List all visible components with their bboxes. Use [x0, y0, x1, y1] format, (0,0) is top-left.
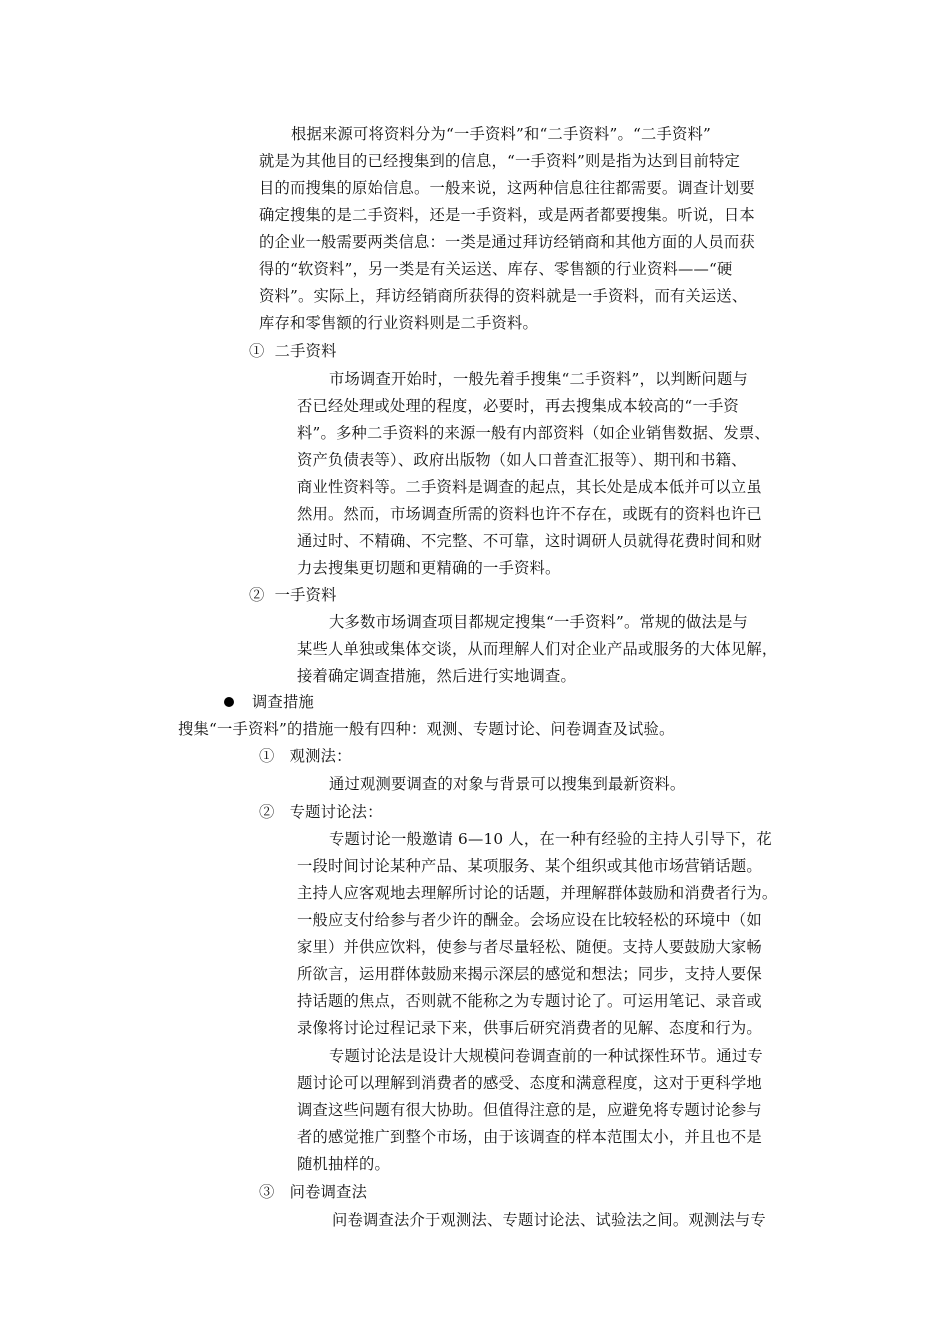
text-line: 一段时间讨论某种产品、某项服务、某个组织或其他市场营销话题。	[297, 857, 762, 875]
text-line: 市场调查开始时，一般先着手搜集“二手资料”，以判断问题与	[329, 370, 748, 388]
section-heading-firsthand: ② 一手资料	[249, 586, 337, 604]
text-line: 随机抽样的。	[297, 1155, 390, 1173]
method-heading-observation: ① 观测法：	[259, 747, 352, 765]
text-line: 家里）并供应饮料，使参与者尽量轻松、随便。支持人要鼓励大家畅	[297, 938, 762, 956]
text-line: 所欲言，运用群体鼓励来揭示深层的感觉和想法；同步，支持人要保	[297, 965, 762, 983]
text-line: 商业性资料等。二手资料是调查的起点，其长处是成本低并可以立虽	[297, 478, 762, 496]
text-line: 确定搜集的是二手资料，还是一手资料，或是两者都要搜集。听说，日本	[259, 206, 755, 224]
text-line: 主持人应客观地去理解所讨论的话题，并理解群体鼓励和消费者行为。	[297, 884, 778, 902]
text-line: 目的而搜集的原始信息。一般来说，这两种信息往往都需要。调查计划要	[259, 179, 755, 197]
text-line: 题讨论可以理解到消费者的感受、态度和满意程度，这对于更科学地	[297, 1074, 762, 1092]
methods-summary: 搜集“一手资料”的措施一般有四种：观测、专题讨论、问卷调查及试验。	[178, 720, 675, 738]
text-line: 的企业一般需要两类信息：一类是通过拜访经销商和其他方面的人员而获	[259, 233, 755, 251]
text-line: 根据来源可将资料分为“一手资料”和“二手资料”。“二手资料”	[291, 125, 712, 143]
text-line: 大多数市场调查项目都规定搜集“一手资料”。常规的做法是与	[329, 613, 748, 631]
text-line: 录像将讨论过程记录下来，供事后研究消费者的见解、态度和行为。	[297, 1019, 762, 1037]
text-line: 得的“软资料”，另一类是有关运送、库存、零售额的行业资料——“硬	[259, 260, 733, 278]
text-line: 然用。然而，市场调查所需的资料也许不存在，或既有的资料也许已	[297, 505, 762, 523]
text-line: 某些人单独或集体交谈，从而理解人们对企业产品或服务的大体见解，	[297, 640, 778, 658]
section-heading-secondhand: ① 二手资料	[249, 342, 337, 360]
text-line: 者的感觉推广到整个市场，由于该调查的样本范围太小，并且也不是	[297, 1128, 762, 1146]
text-line: 资料”。实际上，拜访经销商所获得的资料就是一手资料，而有关运送、	[259, 287, 748, 305]
text-line: 持话题的焦点，否则就不能称之为专题讨论了。可运用笔记、录音或	[297, 992, 762, 1010]
text-line: 接着确定调查措施，然后进行实地调查。	[297, 667, 576, 685]
text-line: 通过观测要调查的对象与背景可以搜集到最新资料。	[329, 775, 686, 793]
method-heading-questionnaire: ③ 问卷调查法	[259, 1183, 368, 1201]
text-line: 问卷调查法介于观测法、专题讨论法、试验法之间。观测法与专	[332, 1211, 766, 1229]
text-line: 库存和零售额的行业资料则是二手资料。	[259, 314, 538, 332]
bullet-heading: 调查措施	[252, 693, 314, 711]
text-line: 资产负债表等）、政府出版物（如人口普查汇报等）、期刊和书籍、	[297, 451, 747, 469]
text-line: 力去搜集更切题和更精确的一手资料。	[297, 559, 561, 577]
text-line: 一般应支付给参与者少许的酬金。会场应设在比较轻松的环境中（如	[297, 911, 762, 929]
bullet-icon	[224, 697, 234, 707]
text-line: 料”。多种二手资料的来源一般有内部资料（如企业销售数据、发票、	[297, 424, 770, 442]
text-line: 专题讨论法是设计大规模问卷调查前的一种试探性环节。通过专	[329, 1047, 763, 1065]
text-line: 通过时、不精确、不完整、不可靠，这时调研人员就得花费时间和财	[297, 532, 762, 550]
text-line: 否已经处理或处理的程度，必要时，再去搜集成本较高的“一手资	[297, 397, 739, 415]
text-line: 专题讨论一般邀请 6—10 人，在一种有经验的主持人引导下，花	[329, 830, 772, 848]
text-line: 调查这些问题有很大协助。但值得注意的是，应避免将专题讨论参与	[297, 1101, 762, 1119]
method-heading-discussion: ② 专题讨论法：	[259, 803, 383, 821]
text-line: 就是为其他目的已经搜集到的信息，“一手资料”则是指为达到目前特定	[259, 152, 740, 170]
